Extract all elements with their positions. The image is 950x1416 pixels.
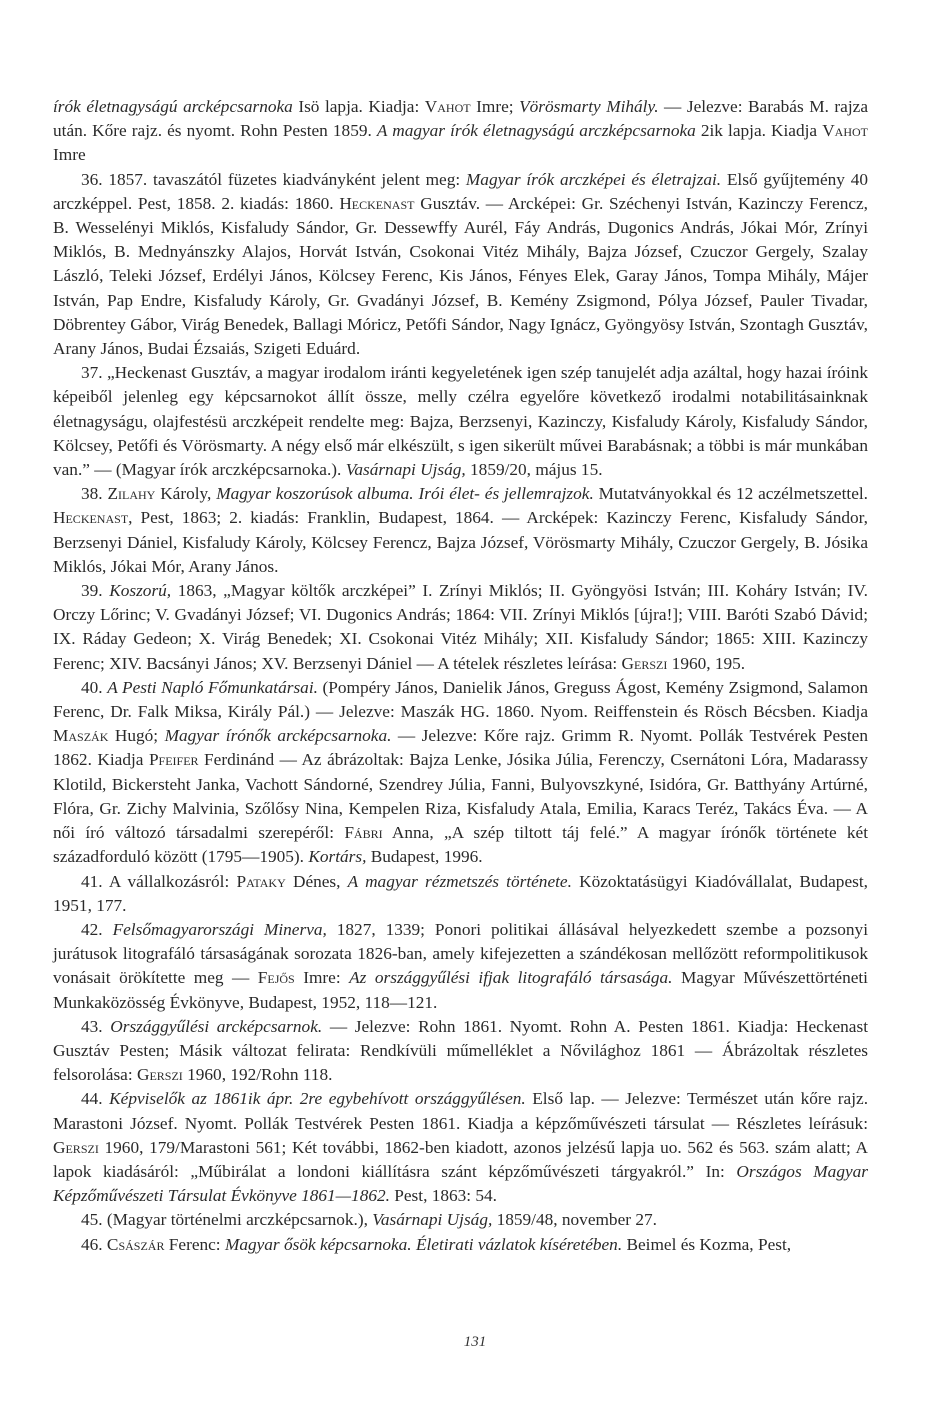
author-name: Heckenast (53, 508, 129, 528)
text-run: Első gyűjtemény 40 arczképpel. Pest, 1858. 2. kiadás: 1860. (53, 169, 868, 213)
italic-run: Képviselők az 1861ik ápr. 2re egybehívott országgyűlésen. (109, 1089, 526, 1109)
text-run: 38. (81, 484, 108, 504)
author-name: Gerszi (136, 1065, 183, 1085)
author-name: Pataky (236, 871, 286, 891)
author-name: Zilahy (107, 484, 156, 504)
text-run: 1827, 1339; Ponori politikai állásával helyezkedett szembe a pozsonyi jurátusok litografáló társaságának sorozata 1826-ban, amely kifejezetten a szándékosan mellőzött reformpolitikusok vonásait örökítette meg — (53, 919, 868, 988)
italic-run: írók életnagyságú arcképcsarnoka (53, 97, 293, 116)
author-name: Vahot (424, 97, 471, 116)
italic-run: A magyar írók életnagyságú arczképcsarnoka (376, 121, 696, 141)
italic-run: Vörösmarty Mihály. (519, 97, 659, 116)
text-run: 1960, 195. (667, 653, 746, 673)
text-run: 1859/20, május 15. (465, 460, 603, 480)
footnote-41 (53, 870, 868, 918)
italic-run: Koszorú, (109, 581, 172, 601)
text-run: Hugó; (108, 726, 165, 746)
author-name: Pfeifer (148, 750, 199, 770)
text-run: (Pompéry János, Danielik János, Greguss Ágost, Kemény Zsigmond, Salamon Ferenc, Dr. Falk Miksa, Király Pál.) — Jelezve: Maszák HG. 1860. Nyom. Reiffenstein és Rösch Bécsben. Kiadja (53, 677, 868, 722)
text-run: 45. (Magyar történelmi arczképcsarnok.), (81, 1210, 373, 1230)
text-run: Közoktatásügyi Kiadóvállalat, Budapest, 1951, 177. (53, 871, 868, 915)
paragraph-continuation (53, 95, 868, 168)
footnote-37 (53, 361, 868, 482)
text-run: 44. (81, 1089, 110, 1109)
italic-run: Magyar koszorúsok albuma. Irói élet- és jellemrajzok. (216, 484, 594, 504)
italic-run: Felsőmagyarországi Minerva, (112, 919, 327, 939)
italic-run: Országos Magyar Képzőművészeti Társulat Évkönyve 1861—1862. (53, 1161, 868, 1206)
text-run: Pest, 1863: 54. (389, 1186, 497, 1206)
text-run: 39. (81, 581, 110, 601)
text-run: 1863, „Magyar költők arczképei” I. Zrínyi Miklós; II. Gyöngyösi István; III. Koháry István; IV. Orczy Lőrinc; V. Gvadányi József; VI. Dugonics András; 1864: VII. Zrínyi Miklós [újra!]; VIII. Baróti Szabó Dávid; IX. Ráday Gedeon; X. Virág Benedek; XI. Csokonai Vitéz Mihály; XII. Kisfaludy Sándor; 1865: XIII. Kazinczy Ferenc; XIV. Bacsányi János; XV. Berzsenyi Dániel — A tételek részletes leírása: (53, 581, 869, 673)
footnote-38 (53, 482, 868, 579)
italic-run: Vasárnapi Ujság, (345, 460, 466, 480)
text-run: 40. (81, 677, 108, 697)
text-run: Első lap. — Jelezve: Természet után kőre rajz. Marastoni József. Nyomt. Pollák Testvérek Pesten 1861. Kiadja a képzőművészeti társulat — Részletes leírásuk: (53, 1089, 869, 1133)
text-run: 41. A vállalkozásról: (81, 871, 237, 891)
footnote-39 (53, 579, 868, 676)
author-name: Császár (106, 1234, 165, 1254)
italic-run: Országgyűlési arcképcsarnok. (110, 1016, 323, 1036)
text-run: Anna, „A szép tiltott táj felé.” A magyar írónők története két századforduló között (1795—1905). (53, 823, 869, 867)
italic-run: Magyar írók arczképei és életrajzai. (465, 169, 722, 189)
footnote-43 (53, 1015, 868, 1088)
text-run: Gusztáv. — Arcképei: Gr. Széchenyi István, Kazinczy Ferencz, B. Wesselényi Miklós, Kisfaludy Sándor, Gr. Dessewffy Aurél, Fáy András, Dugonics András, Jókai Mór, Zrínyi Miklós, B. Mednyánszky Alajos, Horvát István, Csokonai Vitéz Mihály, Bajza József, Czuczor Gergely, Szalay László, Teleki József, Erdélyi János, Kölcsey Ferenc, Kis János, Fényes Elek, Garay János, Tompa Mihály, Májer István, Pap Endre, Kisfaludy Károly, Gr. Gvadányi József, B. Kemény Zsigmond, Pólya József, Pauler Tivadar, Döbrentey Gábor, Virág Benedek, Ballagi Móricz, Petőfi Sándor, Nagy Ignácz, Gyöngyösy István, Szontagh Gusztáv, Arany János, Budai Ézsaiás, Szigeti Eduárd. (53, 193, 868, 359)
footnote-46 (53, 1233, 868, 1257)
author-name: Maszák (53, 726, 109, 746)
author-name: Gerszi (621, 653, 668, 673)
footnote-44 (53, 1087, 868, 1208)
text-run: 1960, 192/Rohn 118. (182, 1065, 333, 1085)
footnote-42 (53, 918, 868, 1015)
text-run: , Pest, 1863; 2. kiadás: Franklin, Budapest, 1864. — Arcképek: Kazinczy Ferenc, Kisfaludy Sándor, Berzsenyi Dániel, Kisfaludy Károly, Kölcsey Ferencz, Bajza József, Vörösmarty Mihály, Czuczor Gergely, B. Jósika Miklós, Jókai Mór, Arany János. (53, 508, 868, 576)
text-run: Mutatványokkal és 12 aczélmetszettel. (593, 484, 868, 504)
italic-run: Magyar ősök képcsarnoka. Életirati vázlatok kíséretében. (224, 1234, 623, 1254)
text-run: 46. (81, 1234, 107, 1254)
text-run: 1859/48, november 27. (492, 1210, 657, 1230)
text-run: 1960, 179/Marastoni 561; Két további, 1862-ben kiadott, azonos jelzésű lapja uo. 562 és 563. szám alatt; A lapok kiadásáról: „Műbirálat a londoni kiállításra szánt képzőművészeti tárgyakról.” In: (53, 1137, 868, 1181)
text-run: Budapest, 1996. (366, 847, 483, 867)
text-run: — Jelezve: Barabás M. rajza után. Kőre rajz. és nyomt. Rohn Pesten 1859. (53, 97, 868, 141)
text-run: Imre (53, 145, 86, 165)
text-run: 43. (81, 1016, 111, 1036)
italic-run: A Pesti Napló Főmunkatársai. (107, 677, 318, 697)
author-name: Gerszi (53, 1137, 99, 1157)
text-run: Dénes, (285, 871, 348, 891)
italic-run: Vasárnapi Ujság, (372, 1210, 493, 1230)
text-run: — Jelezve: Rohn 1861. Nyomt. Rohn A. Pesten 1861. Kiadja: Heckenast Gusztáv Pesten; Másik változat felirata: Rendkívüli műmelléklet a Nővilághoz 1861 — Ábrázoltak részletes felsorolása: (53, 1016, 868, 1085)
text-run: 36. 1857. tavaszától füzetes kiadványként jelent meg: (81, 169, 466, 189)
italic-run: A magyar rézmetszés története. (347, 871, 572, 891)
italic-run: Az országgyűlési ifjak litografáló társasága. (349, 968, 673, 988)
author-name: Heckenast (339, 193, 415, 213)
text-run: Magyar Művészettörténeti Munkaközösség Évkönyve, Budapest, 1952, 118—121. (53, 968, 868, 1012)
text-run: 37. „Heckenast Gusztáv, a magyar irodalom iránti kegyeletének igen szép tanujelét adja azáltal, hogy hazai íróink képeiből jelenleg egy képcsarnokot állít össze, melly czélra egyelőre következő irodalmi notabilitásainknak életnagyságu, olajfestésü arczképeit rendelte meg: Bajza, Berzsenyi, Kazinczy, Kisfaludy Károly, Kisfaludy Sándor, Kölcsey, Petőfi és Vörösmarty. A négy első már elkészült, s igen sikerült művei Barabásnak; a többi is már munkában van.” — (Magyar írók arczképcsarnoka.). (53, 363, 868, 480)
author-name: Vahot (822, 121, 868, 141)
text-run: Imre; (470, 97, 520, 116)
italic-run: Magyar írónők arcképcsarnoka. (164, 726, 392, 746)
text-run: Isö lapja. Kiadja: (292, 97, 425, 116)
author-name: Fejős (257, 968, 295, 988)
text-run: Imre: (294, 968, 350, 988)
footnote-45 (53, 1208, 868, 1232)
italic-run: Kortárs, (308, 847, 367, 867)
text-run: 2ik lapja. Kiadja (695, 121, 823, 141)
page-number: 131 (463, 1334, 487, 1350)
text-run: Károly, (155, 484, 217, 504)
text-run: — Jelezve: Kőre rajz. Grimm R. Nyomt. Pollák Testvérek Pesten 1862. Kiadja (53, 726, 868, 770)
footnote-40 (53, 676, 868, 870)
text-run: Beimel és Kozma, Pest, (622, 1234, 792, 1254)
text-run: Ferenc: (164, 1234, 225, 1254)
document-body (53, 95, 868, 1257)
author-name: Fábri (344, 823, 383, 843)
footnote-36 (53, 168, 868, 362)
text-run: 42. (81, 919, 113, 939)
text-run: Ferdinánd — Az ábrázoltak: Bajza Lenke, Jósika Júlia, Ferenczy, Csernátoni Lóra, Madarassy Klotild, Bickersteht Janka, Vachott Sándorné, Szendrey Júlia, Fanni, Bulyovszkyné, Isidóra, Gr. Batthyány Artúrné, Flóra, Gr. Zichy Malvinia, Szőlősy Nina, Kempelen Riza, Kisfaludy Atala, Emilia, Karacs Teréz, Takács Éva. — A női író változó társadalmi szerepéről: (53, 750, 868, 843)
